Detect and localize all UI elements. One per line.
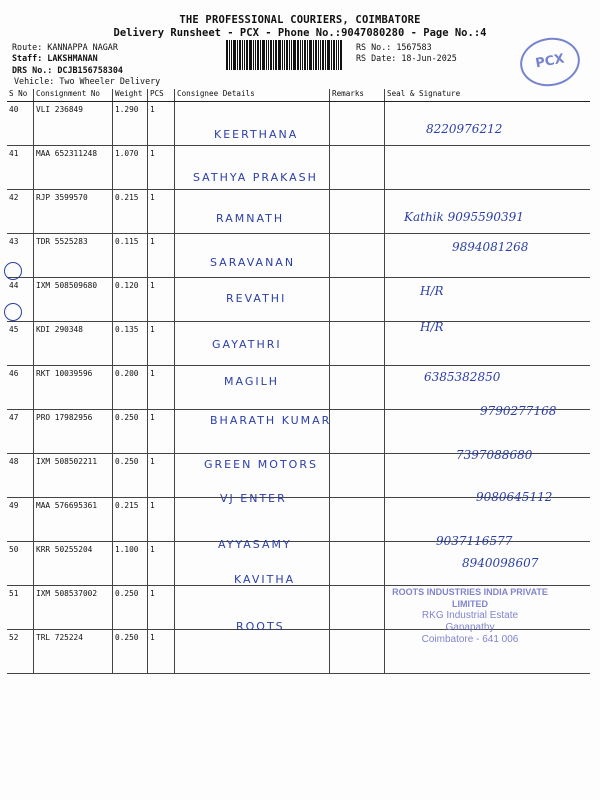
row-consignment-no: TRL 725224: [34, 630, 113, 674]
row-remarks: [330, 146, 385, 190]
row-remarks: [330, 322, 385, 366]
row-remarks: [330, 498, 385, 542]
row-pcs: 1: [148, 630, 175, 674]
row-remarks: [330, 366, 385, 410]
row-pcs: 1: [148, 278, 175, 322]
row-consignment-no: RJP 3599570: [34, 190, 113, 234]
row-pcs: 1: [148, 146, 175, 190]
handwritten-consignee-name: SATHYA PRAKASH: [193, 171, 318, 184]
handwritten-signature: H/R: [420, 284, 444, 298]
table-row: [7, 102, 590, 146]
handwritten-signature: 7397088680: [456, 448, 533, 462]
row-consignment-no: MAA 576695361: [34, 498, 113, 542]
row-pcs: 1: [148, 322, 175, 366]
row-weight: 0.115: [113, 234, 148, 278]
row-weight: 1.070: [113, 146, 148, 190]
handwritten-consignee-name: BHARATH KUMAR: [210, 414, 332, 427]
row-sno: 49: [7, 498, 34, 542]
handwritten-signature: 9790277168: [480, 404, 557, 418]
col-pcs: PCS: [148, 89, 175, 102]
col-sno: S No: [7, 89, 34, 102]
handwritten-signature: 9080645112: [476, 490, 553, 504]
table-row: [7, 322, 590, 366]
row-weight: 0.200: [113, 366, 148, 410]
handwritten-signature: 6385382850: [424, 370, 501, 384]
handwritten-consignee-name: MAGILH: [224, 375, 279, 388]
row-weight: 0.250: [113, 586, 148, 630]
drs-label: DRS No.: DCJB156758304: [12, 65, 123, 75]
row-weight: 0.250: [113, 630, 148, 674]
circle-45: [4, 303, 22, 321]
row-pcs: 1: [148, 102, 175, 146]
handwritten-consignee-name: GAYATHRI: [212, 338, 282, 351]
row-remarks: [330, 190, 385, 234]
row-remarks: [330, 410, 385, 454]
row-pcs: 1: [148, 586, 175, 630]
row-remarks: [330, 542, 385, 586]
handwritten-signature: H/R: [420, 320, 444, 334]
rs-no-label: RS No.: 1567583: [356, 42, 432, 52]
col-remarks: Remarks: [330, 89, 385, 102]
row-pcs: 1: [148, 366, 175, 410]
row-pcs: 1: [148, 234, 175, 278]
stamp-line-1: ROOTS INDUSTRIES INDIA PRIVATE LIMITED: [392, 587, 548, 609]
staff-label: Staff: LAKSHMANAN: [12, 53, 98, 63]
handwritten-consignee-name: RAMNATH: [216, 212, 285, 225]
header-subtitle: Delivery Runsheet - PCX - Phone No.:9047080280 - Page No.:4: [113, 27, 487, 39]
row-consignment-no: IXM 508502211: [34, 454, 113, 498]
row-consignment-no: KRR 50255204: [34, 542, 113, 586]
row-sno: 41: [7, 146, 34, 190]
row-weight: 0.250: [113, 410, 148, 454]
handwritten-consignee-name: VJ ENTER: [220, 492, 287, 505]
row-pcs: 1: [148, 454, 175, 498]
barcode: [226, 40, 348, 70]
row-consignment-no: VLI 236849: [34, 102, 113, 146]
pcx-stamp: PCX: [516, 33, 583, 91]
vehicle-label: Vehicle: Two Wheeler Delivery: [14, 76, 161, 86]
row-sno: 46: [7, 366, 34, 410]
rs-date-label: RS Date: 18-Jun-2025: [356, 53, 457, 63]
row-consignment-no: TDR 5525283: [34, 234, 113, 278]
row-sno: 43: [7, 234, 34, 278]
row-consignment-no: IXM 508509680: [34, 278, 113, 322]
row-consignment-no: KDI 290348: [34, 322, 113, 366]
handwritten-consignee-name: REVATHI: [226, 292, 287, 305]
handwritten-consignee-name: KAVITHA: [234, 573, 296, 586]
row-sno: 48: [7, 454, 34, 498]
row-sno: 51: [7, 586, 34, 630]
handwritten-consignee-name: SARAVANAN: [210, 256, 296, 269]
row-remarks: [330, 234, 385, 278]
row-consignment-no: MAA 652311248: [34, 146, 113, 190]
row-consignment-no: RKT 10039596: [34, 366, 113, 410]
circle-44: [4, 262, 22, 280]
stamp-line-3: Ganapathy: [445, 622, 495, 633]
handwritten-signature: 9894081268: [452, 240, 529, 254]
row-sno: 52: [7, 630, 34, 674]
row-weight: 0.215: [113, 498, 148, 542]
col-consignee: Consignee Details: [175, 89, 330, 102]
handwritten-consignee-name: GREEN MOTORS: [204, 458, 318, 471]
stamp-line-4: Coimbatore - 641 006: [421, 634, 519, 645]
table-row: [7, 278, 590, 322]
row-sno: 50: [7, 542, 34, 586]
col-seal-signature: Seal & Signature: [385, 89, 591, 102]
stamp-line-2: RKG Industrial Estate: [421, 610, 519, 621]
row-seal: [385, 278, 591, 322]
row-pcs: 1: [148, 498, 175, 542]
row-consignment-no: PRO 17982956: [34, 410, 113, 454]
row-sno: 47: [7, 410, 34, 454]
handwritten-signature: 8220976212: [426, 122, 503, 136]
col-consignment: Consignment No: [34, 89, 113, 102]
row-remarks: [330, 278, 385, 322]
row-pcs: 1: [148, 190, 175, 234]
row-seal: [385, 146, 591, 190]
handwritten-signature: 8940098607: [462, 556, 539, 570]
handwritten-consignee-name: AYYASAMY: [218, 538, 292, 551]
row-weight: 0.215: [113, 190, 148, 234]
row-consignee: [175, 630, 330, 674]
row-seal: [385, 322, 591, 366]
row-remarks: [330, 102, 385, 146]
row-weight: 1.100: [113, 542, 148, 586]
row-remarks: [330, 454, 385, 498]
row-weight: 1.290: [113, 102, 148, 146]
table-row: [7, 366, 590, 410]
row-consignment-no: IXM 508537002: [34, 586, 113, 630]
roots-company-stamp: [376, 586, 564, 646]
header-title: THE PROFESSIONAL COURIERS, COIMBATORE: [179, 14, 421, 26]
row-sno: 44: [7, 278, 34, 322]
row-pcs: 1: [148, 410, 175, 454]
row-weight: 0.120: [113, 278, 148, 322]
row-weight: 0.250: [113, 454, 148, 498]
handwritten-consignee-name: ROOTS: [236, 620, 285, 633]
row-sno: 45: [7, 322, 34, 366]
col-weight: Weight: [113, 89, 148, 102]
handwritten-signature: 9037116577: [436, 534, 513, 548]
row-weight: 0.135: [113, 322, 148, 366]
handwritten-consignee-name: KEERTHANA: [214, 128, 299, 141]
row-pcs: 1: [148, 542, 175, 586]
route-label: Route: KANNAPPA NAGAR: [12, 42, 118, 52]
handwritten-signature: Kathik 9095590391: [404, 210, 524, 224]
table-header-row: [7, 89, 590, 102]
row-sno: 40: [7, 102, 34, 146]
row-sno: 42: [7, 190, 34, 234]
